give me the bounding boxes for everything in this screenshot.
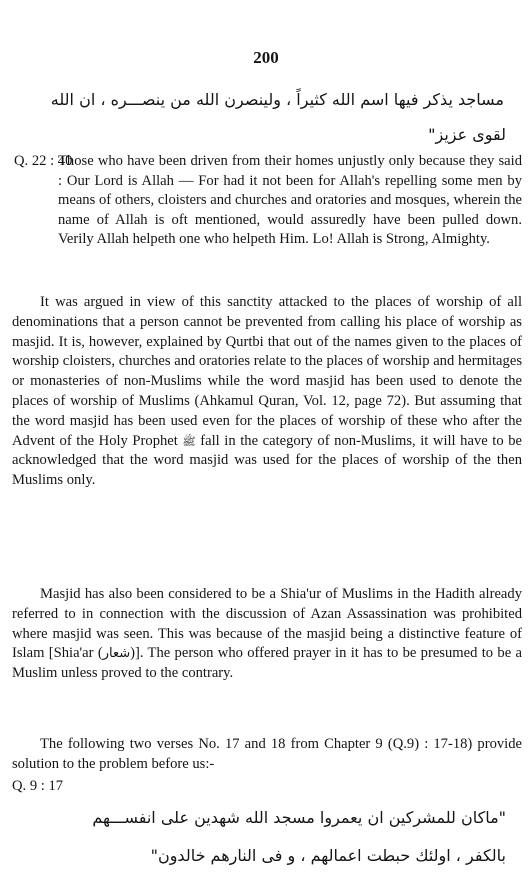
verse-reference-2: Q. 9 : 17 (12, 778, 64, 794)
verse-reference: Q. 22 : 40 (14, 153, 73, 169)
paragraph-sanctity-part-2: fall in the category of non-Muslims, it will have to be acknowledged that the word masjid was used for the places of worship of the then Muslims only. (12, 432, 522, 489)
verse-text: Those who have been driven from their homes unjustly only because they said : Our Lord is Allah — For had it not been for Allah's repelling some men by means of others, cloisters and churches and oratories and mosques, wherein the name of Allah is oft mentioned, would assuredly have been pulled down. Verily Allah helpeth one who helpeth Him. Lo! Allah is Strong, Almighty. (58, 153, 522, 248)
paragraph-shiaur (12, 585, 522, 684)
arabic-quote-bottom-line-2: بالكفر ، اولئك حبطت اعمالهم ، و فى النارهم خالدون" (150, 846, 506, 865)
arabic-quote-top-line-1: مساجد يذكر فيها اسم الله كثيراً ، ولينصرن الله من ينصـــره ، ان الله (50, 90, 504, 109)
saw-symbol: ﷺ (182, 434, 196, 448)
arabic-quote-top-line-2: لقوى عزيز" (428, 125, 506, 144)
paragraph-shiaur-part-1: Masjid has also been considered to be a Shia'ur of Muslims in the Hadith already referred to in connection with the discussion of Azan Assassination was prohibited where masjid was seen. This was because of the masjid being a distinctive feature of Islam [Shia'ar ( (12, 586, 522, 662)
paragraph-verses-intro: The following two verses No. 17 and 18 from Chapter 9 (Q.9) : 17-18) provide solution to the problem before us:- (12, 736, 522, 772)
paragraph-sanctity-part-1: It was argued in view of this sanctity attacked to the places of worship of all denominations that a person cannot be prevented from calling his place of worship as masjid. It is, however, explained by Qurtbi that out of the names given to the places of worship cloisters, churches and oratories relate to the places of worship and hermitages or monasteries of non-Muslims while the word masjid has been used to denote the places of worship of Muslims (Ahkamul Quran, Vol. 12, page 72). But assuming that the word masjid has been used even for the places of worship of these who after the Advent of the Holy Prophet (12, 294, 522, 449)
paragraph-shiaur-part-2: )]. The person who offered prayer in it has to be presumed to be a Muslim unless proved to the contrary. (12, 645, 522, 682)
verse-block (14, 152, 522, 250)
page-number: 200 (253, 48, 279, 67)
arabic-quote-bottom-line-1: "ماكان للمشركين ان يعمروا مسجد الله شهدين على انفســـهم (92, 808, 506, 827)
shiar-arabic-word: شعار (102, 646, 131, 662)
paragraph-sanctity (12, 293, 522, 491)
